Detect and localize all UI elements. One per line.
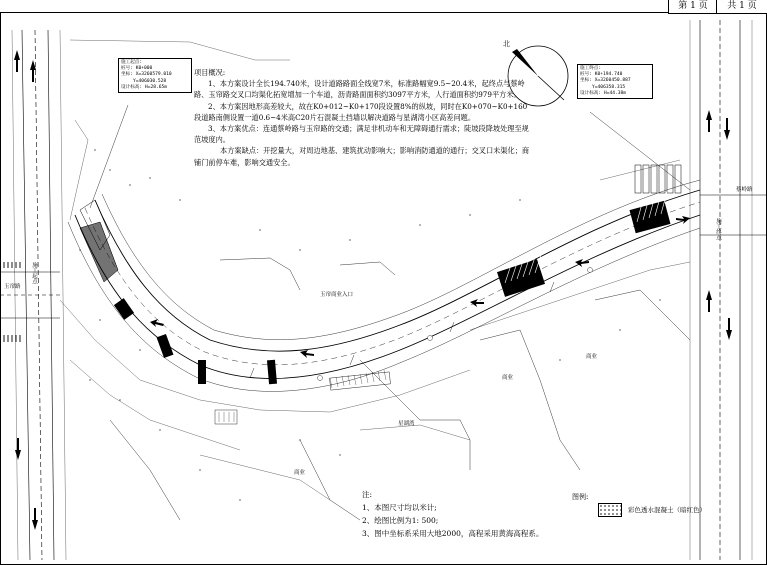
label-construction-end: 施工终点	[715, 218, 721, 240]
left-road	[0, 30, 66, 560]
start-info-box	[118, 58, 192, 93]
end-info-box	[577, 64, 653, 99]
left-crosswalks	[4, 262, 20, 342]
note-3: 3、图中坐标系采用大地2000，高程采用黄海高程系。	[362, 529, 544, 538]
label-building-b: 商业	[502, 375, 514, 381]
survey-points	[79, 149, 660, 500]
label-building-a: 商业	[294, 470, 306, 476]
overview-p3: 3、本方案优点：连通蔡岭路与玉帘路的交通；满足非机动车和无障碍通行需求；陡坡段降坡处理至规范坡度内。	[194, 124, 529, 145]
label-building-c: 商业	[586, 354, 598, 360]
overview-p2: 2、本方案因地形高差较大，故在K0+012~K0+170段设置8%的纵坡，同时在K0+070~K0+160段道路南侧设置一道0.6~4米高C20片石混凝土挡墙以解决道路与星湖湾小区高差问题。	[194, 101, 528, 122]
station-ticks	[250, 282, 554, 378]
section-markers	[318, 268, 593, 381]
permeable-concrete-start	[80, 222, 118, 282]
right-road	[690, 20, 767, 560]
north-label: 北	[503, 40, 510, 48]
retaining-wall-hatch	[219, 370, 386, 422]
label-xinghuwan: 星湖湾	[398, 421, 415, 427]
end-station: 桩号: K0+194.740	[580, 72, 623, 78]
buildings	[110, 258, 690, 520]
end-coord-x: 坐标: X=3260450.887	[580, 78, 631, 84]
legend-title: 图例:	[572, 493, 589, 501]
label-yulian-road: 玉帘路	[4, 284, 21, 290]
start-elevation: 设计标高: H=28.65m	[121, 84, 168, 90]
end-coord-y: Y=406358.315	[592, 84, 626, 90]
parking-stalls	[635, 165, 681, 193]
legend-swatch	[598, 503, 622, 517]
end-title: 施工终点:	[580, 66, 602, 71]
start-coord-y: Y=406030.528	[133, 78, 167, 84]
notes	[362, 488, 543, 540]
label-construction-start: 施工起点	[31, 262, 37, 284]
overview-title: 项目概况:	[194, 68, 226, 77]
overview-p1: 1、本方案设计全长194.740米，设计道路路面全线宽7米，标准路幅宽9.5~20.4米，起终点与蔡岭路、玉帘路交叉口均渠化拓宽增加一个车道，沥青路面面积约3097平方米，人行道面积约979平方米。	[194, 79, 525, 100]
start-title: 施工起点:	[121, 60, 143, 65]
note-1: 1、本图尺寸均以米计;	[362, 503, 437, 512]
project-overview	[194, 67, 534, 168]
start-station: 桩号: K0+000	[121, 66, 153, 72]
label-yulian-south-entrance: 玉帘商业入口	[320, 292, 354, 298]
label-cailing-road: 蔡岭路	[736, 187, 753, 193]
legend-label: 彩色透水混凝土（暗红色）	[628, 506, 706, 514]
notes-title: 注:	[362, 490, 373, 499]
page-total: 共 1 页	[716, 0, 767, 14]
lane-arrow-icon	[150, 216, 690, 358]
start-coord-x: 坐标: X=3260579.010	[121, 72, 172, 78]
note-2: 2、绘图比例为1: 500;	[362, 516, 439, 525]
page-current: 第 1 页	[668, 0, 718, 14]
main-road	[68, 180, 700, 391]
overview-p4: 本方案缺点：开挖量大，对周边地基、建筑扰动影响大；影响消防通道的通行；交叉口未渠化；商铺门前停车难，影响交通安全。	[194, 146, 530, 167]
end-elevation: 设计标高: H=44.38m	[580, 90, 627, 96]
